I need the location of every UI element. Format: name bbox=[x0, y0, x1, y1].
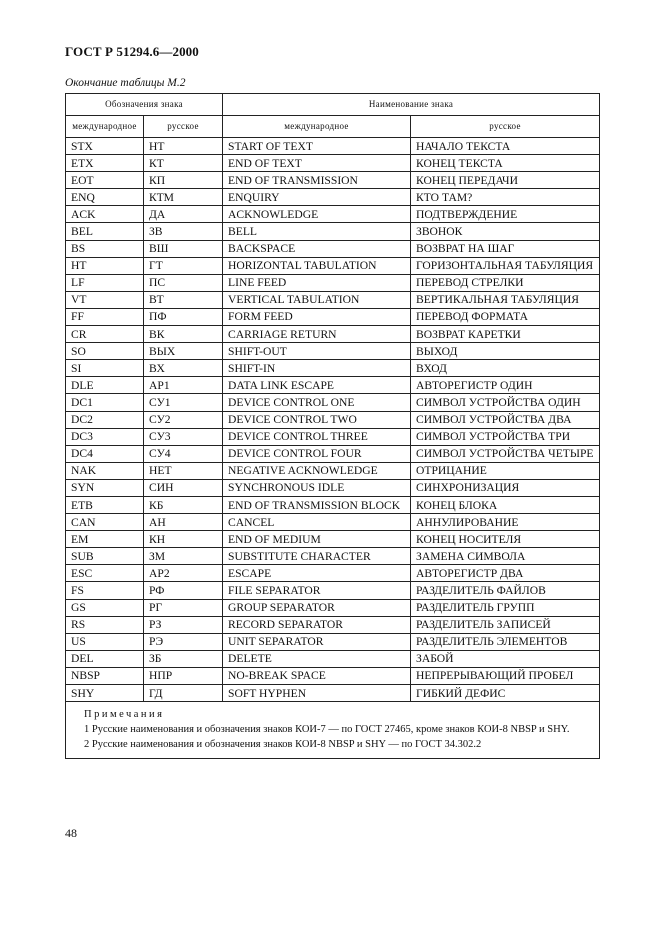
table-row bbox=[66, 479, 600, 496]
intl-name-cell: SOFT HYPHEN bbox=[223, 685, 411, 702]
intl-name-cell: BACKSPACE bbox=[223, 240, 411, 257]
ru-code-cell: СУ1 bbox=[144, 394, 223, 411]
table-row bbox=[66, 496, 600, 513]
ru-name-cell: СИНХРОНИЗАЦИЯ bbox=[411, 479, 600, 496]
intl-code-cell: ENQ bbox=[66, 189, 144, 206]
ru-code-cell: АР2 bbox=[144, 565, 223, 582]
notes-cell bbox=[66, 702, 600, 759]
ru-name-cell: СИМВОЛ УСТРОЙСТВА ОДИН bbox=[411, 394, 600, 411]
ru-code-cell: ЗВ bbox=[144, 223, 223, 240]
table-row bbox=[66, 206, 600, 223]
intl-code-cell: BEL bbox=[66, 223, 144, 240]
intl-name-cell: VERTICAL TABULATION bbox=[223, 291, 411, 308]
intl-code-cell: NBSP bbox=[66, 667, 144, 684]
ru-name-cell: РАЗДЕЛИТЕЛЬ ЭЛЕМЕНТОВ bbox=[411, 633, 600, 650]
intl-code-cell: VT bbox=[66, 291, 144, 308]
ru-name-cell: ВОЗВРАТ НА ШАГ bbox=[411, 240, 600, 257]
intl-name-cell: GROUP SEPARATOR bbox=[223, 599, 411, 616]
intl-code-cell: DEL bbox=[66, 650, 144, 667]
ru-name-cell: ВЫХОД bbox=[411, 343, 600, 360]
intl-name-cell: RECORD SEPARATOR bbox=[223, 616, 411, 633]
intl-name-cell: END OF TRANSMISSION BLOCK bbox=[223, 496, 411, 513]
intl-name-cell: SHIFT-OUT bbox=[223, 343, 411, 360]
intl-code-cell: US bbox=[66, 633, 144, 650]
ru-code-cell: РЭ bbox=[144, 633, 223, 650]
ru-code-cell: РФ bbox=[144, 582, 223, 599]
intl-name-cell: DEVICE CONTROL ONE bbox=[223, 394, 411, 411]
table-row bbox=[66, 274, 600, 291]
note-item: 2 Русские наименования и обозначения знаков КОИ-8 NBSP и SHY — по ГОСТ 34.302.2 bbox=[84, 739, 482, 751]
ru-name-cell: ГИБКИЙ ДЕФИС bbox=[411, 685, 600, 702]
intl-code-cell: FF bbox=[66, 308, 144, 325]
intl-name-cell: ESCAPE bbox=[223, 565, 411, 582]
intl-name-cell: NO-BREAK SPACE bbox=[223, 667, 411, 684]
ru-code-cell: ЗБ bbox=[144, 650, 223, 667]
document-header: ГОСТ Р 51294.6—2000 bbox=[65, 44, 199, 59]
ru-code-cell: РЗ bbox=[144, 616, 223, 633]
intl-code-cell: LF bbox=[66, 274, 144, 291]
table-row bbox=[66, 326, 600, 343]
table-row bbox=[66, 377, 600, 394]
intl-name-cell: DELETE bbox=[223, 650, 411, 667]
sub-header-ru-name: русское bbox=[411, 116, 600, 138]
ru-name-cell: РАЗДЕЛИТЕЛЬ ФАЙЛОВ bbox=[411, 582, 600, 599]
table-row bbox=[66, 650, 600, 667]
note-item: 1 Русские наименования и обозначения знаков КОИ-7 — по ГОСТ 27465, кроме знаков КОИ-8 NBSP и SHY. bbox=[84, 724, 570, 736]
ru-code-cell: КП bbox=[144, 172, 223, 189]
intl-code-cell: ETX bbox=[66, 155, 144, 172]
ru-code-cell: ВХ bbox=[144, 360, 223, 377]
intl-code-cell: FS bbox=[66, 582, 144, 599]
ru-code-cell: РГ bbox=[144, 599, 223, 616]
character-table bbox=[65, 93, 600, 759]
intl-name-cell: BELL bbox=[223, 223, 411, 240]
intl-code-cell: EM bbox=[66, 531, 144, 548]
sub-header-ru-designation: русское bbox=[144, 116, 223, 138]
table-row bbox=[66, 531, 600, 548]
table-caption: Окончание таблицы М.2 bbox=[65, 77, 186, 89]
intl-code-cell: SO bbox=[66, 343, 144, 360]
table-row bbox=[66, 223, 600, 240]
ru-name-cell: АВТОРЕГИСТР ОДИН bbox=[411, 377, 600, 394]
intl-code-cell: DC2 bbox=[66, 411, 144, 428]
ru-code-cell: КН bbox=[144, 531, 223, 548]
intl-code-cell: HT bbox=[66, 257, 144, 274]
intl-name-cell: DEVICE CONTROL TWO bbox=[223, 411, 411, 428]
ru-code-cell: НЕТ bbox=[144, 462, 223, 479]
intl-code-cell: DLE bbox=[66, 377, 144, 394]
table-row bbox=[66, 565, 600, 582]
table-row bbox=[66, 582, 600, 599]
intl-name-cell: SHIFT-IN bbox=[223, 360, 411, 377]
intl-code-cell: GS bbox=[66, 599, 144, 616]
ru-name-cell: АННУЛИРОВАНИЕ bbox=[411, 514, 600, 531]
table-row bbox=[66, 685, 600, 702]
ru-code-cell: ДА bbox=[144, 206, 223, 223]
table-row bbox=[66, 189, 600, 206]
ru-code-cell: КБ bbox=[144, 496, 223, 513]
intl-code-cell: SHY bbox=[66, 685, 144, 702]
intl-code-cell: ACK bbox=[66, 206, 144, 223]
intl-name-cell: DEVICE CONTROL THREE bbox=[223, 428, 411, 445]
intl-code-cell: ESC bbox=[66, 565, 144, 582]
table-row bbox=[66, 616, 600, 633]
table-row bbox=[66, 240, 600, 257]
ru-code-cell: ВК bbox=[144, 326, 223, 343]
intl-code-cell: CAN bbox=[66, 514, 144, 531]
ru-name-cell: ЗАМЕНА СИМВОЛА bbox=[411, 548, 600, 565]
ru-code-cell: КТ bbox=[144, 155, 223, 172]
intl-code-cell: SI bbox=[66, 360, 144, 377]
ru-code-cell: НПР bbox=[144, 667, 223, 684]
ru-code-cell: АН bbox=[144, 514, 223, 531]
ru-name-cell: ПЕРЕВОД СТРЕЛКИ bbox=[411, 274, 600, 291]
intl-name-cell: END OF TRANSMISSION bbox=[223, 172, 411, 189]
table-row bbox=[66, 411, 600, 428]
ru-name-cell: НЕПРЕРЫВАЮЩИЙ ПРОБЕЛ bbox=[411, 667, 600, 684]
intl-code-cell: EOT bbox=[66, 172, 144, 189]
intl-code-cell: DC4 bbox=[66, 445, 144, 462]
intl-name-cell: NEGATIVE ACKNOWLEDGE bbox=[223, 462, 411, 479]
ru-code-cell: ВЫХ bbox=[144, 343, 223, 360]
intl-name-cell: SYNCHRONOUS IDLE bbox=[223, 479, 411, 496]
ru-name-cell: СИМВОЛ УСТРОЙСТВА ТРИ bbox=[411, 428, 600, 445]
intl-name-cell: START OF TEXT bbox=[223, 138, 411, 155]
table-row bbox=[66, 667, 600, 684]
table-row bbox=[66, 445, 600, 462]
ru-name-cell: ПОДТВЕРЖДЕНИЕ bbox=[411, 206, 600, 223]
ru-code-cell: КТМ bbox=[144, 189, 223, 206]
sub-header-row bbox=[66, 116, 600, 138]
ru-code-cell: СУ4 bbox=[144, 445, 223, 462]
intl-name-cell: UNIT SEPARATOR bbox=[223, 633, 411, 650]
intl-name-cell: FILE SEPARATOR bbox=[223, 582, 411, 599]
ru-name-cell: ВЕРТИКАЛЬНАЯ ТАБУЛЯЦИЯ bbox=[411, 291, 600, 308]
ru-name-cell: КОНЕЦ НОСИТЕЛЯ bbox=[411, 531, 600, 548]
table-row bbox=[66, 462, 600, 479]
intl-name-cell: END OF MEDIUM bbox=[223, 531, 411, 548]
intl-code-cell: SYN bbox=[66, 479, 144, 496]
notes-row bbox=[66, 702, 600, 759]
ru-code-cell: СУ2 bbox=[144, 411, 223, 428]
intl-name-cell: DEVICE CONTROL FOUR bbox=[223, 445, 411, 462]
table-row bbox=[66, 172, 600, 189]
ru-code-cell: ВТ bbox=[144, 291, 223, 308]
group-header-row bbox=[66, 94, 600, 116]
table-row bbox=[66, 428, 600, 445]
intl-name-cell: LINE FEED bbox=[223, 274, 411, 291]
ru-name-cell: КОНЕЦ БЛОКА bbox=[411, 496, 600, 513]
ru-code-cell: ГТ bbox=[144, 257, 223, 274]
ru-code-cell: ЗМ bbox=[144, 548, 223, 565]
intl-name-cell: CARRIAGE RETURN bbox=[223, 326, 411, 343]
intl-code-cell: BS bbox=[66, 240, 144, 257]
intl-code-cell: RS bbox=[66, 616, 144, 633]
ru-name-cell: ОТРИЦАНИЕ bbox=[411, 462, 600, 479]
intl-code-cell: ETB bbox=[66, 496, 144, 513]
ru-name-cell: РАЗДЕЛИТЕЛЬ ЗАПИСЕЙ bbox=[411, 616, 600, 633]
table-row bbox=[66, 394, 600, 411]
table-row bbox=[66, 291, 600, 308]
designation-header: Обозначения знака bbox=[66, 94, 223, 116]
ru-name-cell: КОНЕЦ ТЕКСТА bbox=[411, 155, 600, 172]
intl-code-cell: SUB bbox=[66, 548, 144, 565]
intl-name-cell: HORIZONTAL TABULATION bbox=[223, 257, 411, 274]
ru-code-cell: СУ3 bbox=[144, 428, 223, 445]
ru-code-cell: СИН bbox=[144, 479, 223, 496]
ru-code-cell: ПФ bbox=[144, 308, 223, 325]
ru-name-cell: НАЧАЛО ТЕКСТА bbox=[411, 138, 600, 155]
intl-name-cell: END OF TEXT bbox=[223, 155, 411, 172]
table-row bbox=[66, 308, 600, 325]
notes-title: Примечания bbox=[84, 709, 165, 721]
intl-name-cell: FORM FEED bbox=[223, 308, 411, 325]
ru-name-cell: ПЕРЕВОД ФОРМАТА bbox=[411, 308, 600, 325]
table-row bbox=[66, 514, 600, 531]
ru-code-cell: НТ bbox=[144, 138, 223, 155]
ru-name-cell: ГОРИЗОНТАЛЬНАЯ ТАБУЛЯЦИЯ bbox=[411, 257, 600, 274]
page-number: 48 bbox=[65, 826, 77, 840]
name-header: Наименование знака bbox=[223, 94, 600, 116]
intl-code-cell: DC1 bbox=[66, 394, 144, 411]
sub-header-intl-name: международное bbox=[223, 116, 411, 138]
table-row bbox=[66, 548, 600, 565]
ru-name-cell: ЗАБОЙ bbox=[411, 650, 600, 667]
ru-code-cell: ВШ bbox=[144, 240, 223, 257]
ru-name-cell: РАЗДЕЛИТЕЛЬ ГРУПП bbox=[411, 599, 600, 616]
table-row bbox=[66, 360, 600, 377]
ru-code-cell: ПС bbox=[144, 274, 223, 291]
intl-name-cell: SUBSTITUTE CHARACTER bbox=[223, 548, 411, 565]
ru-name-cell: ВОЗВРАТ КАРЕТКИ bbox=[411, 326, 600, 343]
ru-name-cell: ВХОД bbox=[411, 360, 600, 377]
ru-code-cell: ГД bbox=[144, 685, 223, 702]
ru-name-cell: КТО ТАМ? bbox=[411, 189, 600, 206]
table-row bbox=[66, 257, 600, 274]
table-row bbox=[66, 599, 600, 616]
ru-name-cell: КОНЕЦ ПЕРЕДАЧИ bbox=[411, 172, 600, 189]
table-row bbox=[66, 633, 600, 650]
intl-name-cell: CANCEL bbox=[223, 514, 411, 531]
ru-name-cell: СИМВОЛ УСТРОЙСТВА ДВА bbox=[411, 411, 600, 428]
ru-name-cell: ЗВОНОК bbox=[411, 223, 600, 240]
intl-name-cell: DATA LINK ESCAPE bbox=[223, 377, 411, 394]
ru-name-cell: АВТОРЕГИСТР ДВА bbox=[411, 565, 600, 582]
intl-code-cell: DC3 bbox=[66, 428, 144, 445]
intl-code-cell: NAK bbox=[66, 462, 144, 479]
intl-name-cell: ENQUIRY bbox=[223, 189, 411, 206]
table-row bbox=[66, 138, 600, 155]
intl-name-cell: ACKNOWLEDGE bbox=[223, 206, 411, 223]
ru-name-cell: СИМВОЛ УСТРОЙСТВА ЧЕТЫРЕ bbox=[411, 445, 600, 462]
intl-code-cell: STX bbox=[66, 138, 144, 155]
sub-header-intl-designation: международное bbox=[66, 116, 144, 138]
table-row bbox=[66, 155, 600, 172]
intl-code-cell: CR bbox=[66, 326, 144, 343]
table-row bbox=[66, 343, 600, 360]
ru-code-cell: АР1 bbox=[144, 377, 223, 394]
